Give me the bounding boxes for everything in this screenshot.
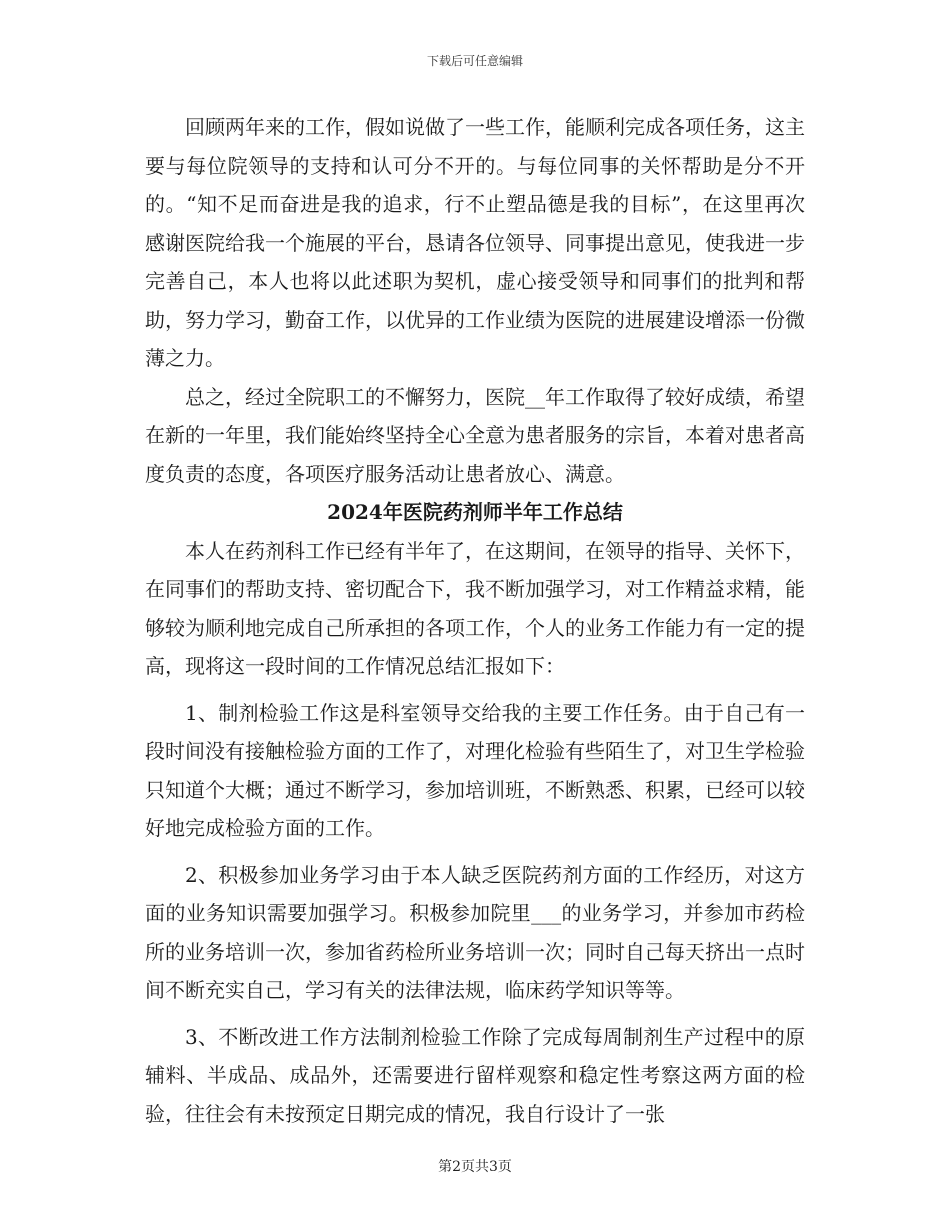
paragraph-review: 回顾两年来的工作，假如说做了一些工作，能顺利完成各项任务，这主要与每位院领导的支持和认可分不开的。与每位同事的关怀帮助是分不开的。“知不足而奋进是我的追求，行不止塑品德是我的目标”，在这里再次感谢医院给我一个施展的平台，恳请各位领导、同事提出意见，使我进一步完善自己，本人也将以此述职为契机，虚心接受领导和同事们的批判和帮助，努力学习，勤奋工作，以优异的工作业绩为医院的进展建设增添一份微薄之力。 <box>145 115 805 370</box>
page-number: 第2页共3页 <box>438 1159 512 1175</box>
paragraph-item-1: 1、制剂检验工作这是科室领导交给我的主要工作任务。由于自己有一段时间没有接触检验方面的工作了，对理化检验有些陌生了，对卫生学检验只知道个大概；通过不断学习，参加培训班，不断熟悉、积累，已经可以较好地完成检验方面的工作。 <box>145 700 805 840</box>
page-header: 下载后可任意编辑 <box>426 54 523 68</box>
paragraph-intro: 本人在药剂科工作已经有半年了，在这期间，在领导的指导、关怀下，在同事们的帮助支持、密切配合下，我不断加强学习，对工作精益求精，能够较为顺利地完成自己所承担的各项工作，个人的业务工作能力有一定的提高，现将这一段时间的工作情况总结汇报如下： <box>145 538 805 678</box>
paragraph-summary: 总之，经过全院职工的不懈努力，医院__年工作取得了较好成绩，希望在新的一年里，我们能始终坚持全心全意为患者服务的宗旨，本着对患者高度负责的态度，各项医疗服务活动让患者放心、满意。 <box>145 384 805 486</box>
paragraph-item-3: 3、不断改进工作方法制剂检验工作除了完成每周制剂生产过程中的原辅料、半成品、成品外，还需要进行留样观察和稳定性考察这两方面的检验，往往会有未按预定日期完成的情况，我自行设计了一张 <box>145 1024 805 1126</box>
document-body <box>145 108 805 1133</box>
paragraph-item-2: 2、积极参加业务学习由于本人缺乏医院药剂方面的工作经历，对这方面的业务知识需要加强学习。积极参加院里___的业务学习，并参加市药检所的业务培训一次，参加省药检所业务培训一次；同时自己每天挤出一点时间不断充实自己，学习有关的法律法规，临床药学知识等等。 <box>145 862 805 1002</box>
section-title: 2024年医院药剂师半年工作总结 <box>327 500 623 524</box>
